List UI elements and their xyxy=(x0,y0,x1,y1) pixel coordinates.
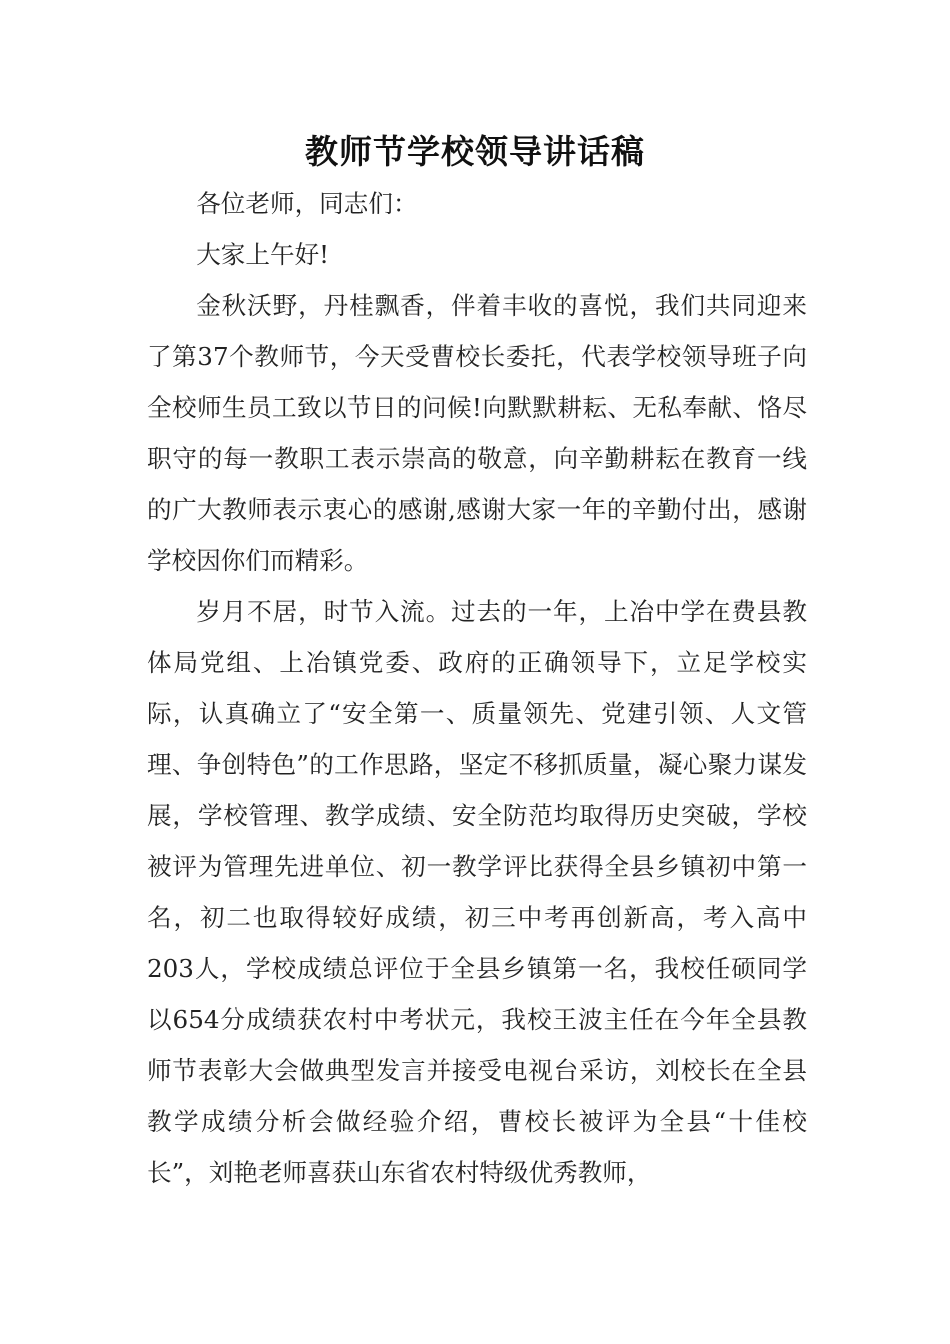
document-body xyxy=(147,178,807,1198)
opening-paragraph: 金秋沃野，丹桂飘香，伴着丰收的喜悦，我们共同迎来了第37个教师节，今天受曹校长委托，代表学校领导班子向全校师生员工致以节日的问候!向默默耕耘、无私奉献、恪尽职守的每一教职工表示崇高的敬意，向辛勤耕耘在教育一线的广大教师表示衷心的感谢,感谢大家一年的辛勤付出，感谢学校因你们而精彩。 xyxy=(147,291,807,575)
greeting-paragraph: 大家上午好! xyxy=(196,240,330,269)
achievements-paragraph: 岁月不居，时节入流。过去的一年，上冶中学在费县教体局党组、上冶镇党委、政府的正确领导下，立足学校实际，认真确立了“安全第一、质量领先、党建引领、人文管理、争创特色”的工作思路，坚定不移抓质量，凝心聚力谋发展，学校管理、教学成绩、安全防范均取得历史突破，学校被评为管理先进单位、初一教学评比获得全县乡镇初中第一名，初二也取得较好成绩，初三中考再创新高，考入高中203人，学校成绩总评位于全县乡镇第一名，我校任硕同学以654分成绩获农村中考状元，我校王波主任在今年全县教师节表彰大会做典型发言并接受电视台采访，刘校长在全县教学成绩分析会做经验介绍，曹校长被评为全县“十佳校长”，刘艳老师喜获山东省农村特级优秀教师， xyxy=(147,597,807,1187)
document-title: 教师节学校领导讲话稿 xyxy=(305,132,645,171)
salutation-paragraph: 各位老师，同志们： xyxy=(196,189,418,218)
